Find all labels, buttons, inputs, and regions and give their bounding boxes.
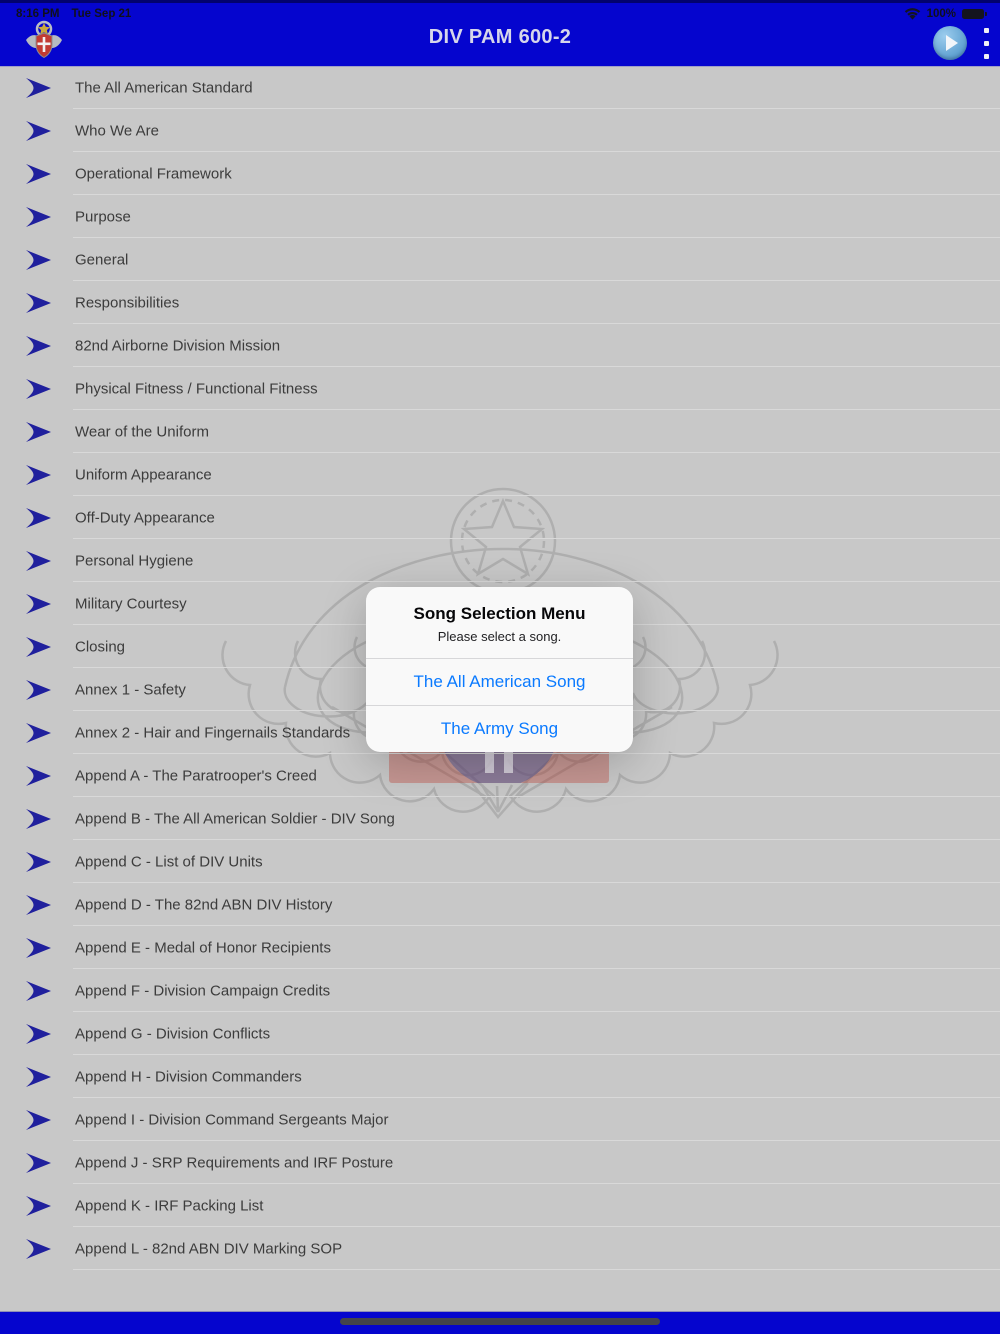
blue-dart-arrow-icon — [25, 507, 52, 529]
list-item-label: Wear of the Uniform — [75, 423, 209, 440]
list-item[interactable] — [0, 367, 1000, 410]
list-item[interactable] — [0, 66, 1000, 109]
list-item[interactable] — [0, 969, 1000, 1012]
list-item[interactable] — [0, 324, 1000, 367]
list-item-label: Physical Fitness / Functional Fitness — [75, 380, 318, 397]
list-item[interactable] — [0, 754, 1000, 797]
list-item[interactable] — [0, 152, 1000, 195]
list-item-label: Append A - The Paratrooper's Creed — [75, 767, 317, 784]
blue-dart-arrow-icon — [25, 1023, 52, 1045]
blue-dart-arrow-icon — [25, 421, 52, 443]
list-item[interactable] — [0, 1012, 1000, 1055]
army-song-button[interactable]: The Army Song — [366, 705, 633, 752]
list-item-label: Responsibilities — [75, 294, 180, 311]
all-american-song-button[interactable]: The All American Song — [366, 658, 633, 705]
list-item-label: Military Courtesy — [75, 595, 187, 612]
list-item-label: General — [75, 251, 129, 268]
home-indicator[interactable] — [340, 1318, 660, 1325]
list-item[interactable] — [0, 281, 1000, 324]
blue-dart-arrow-icon — [25, 937, 52, 959]
dialog-header — [366, 587, 633, 658]
list-item-label: Off-Duty Appearance — [75, 509, 215, 526]
blue-dart-arrow-icon — [25, 378, 52, 400]
list-item-label: Append D - The 82nd ABN DIV History — [75, 896, 333, 913]
blue-dart-arrow-icon — [25, 1109, 52, 1131]
list-item-label: Personal Hygiene — [75, 552, 194, 569]
list-item-label: Who We Are — [75, 122, 159, 139]
list-item-label: Append C - List of DIV Units — [75, 853, 263, 870]
list-item-label: 82nd Airborne Division Mission — [75, 337, 281, 354]
blue-dart-arrow-icon — [25, 1066, 52, 1088]
list-item[interactable] — [0, 109, 1000, 152]
blue-dart-arrow-icon — [25, 77, 52, 99]
list-item-label: Closing — [75, 638, 126, 655]
blue-dart-arrow-icon — [25, 980, 52, 1002]
list-item[interactable] — [0, 410, 1000, 453]
status-left — [16, 8, 143, 20]
list-item-label: Append I - Division Command Sergeants Major — [75, 1111, 389, 1128]
list-item-label: Purpose — [75, 208, 131, 225]
page-title: DIV PAM 600-2 — [428, 26, 572, 48]
blue-dart-arrow-icon — [25, 679, 52, 701]
status-time: 8:16 PM — [16, 7, 60, 20]
battery-percent: 100% — [926, 7, 956, 20]
wifi-icon — [904, 8, 921, 20]
list-item[interactable] — [0, 496, 1000, 539]
blue-dart-arrow-icon — [25, 765, 52, 787]
status-date: Tue Sep 21 — [71, 7, 132, 20]
list-item[interactable] — [0, 1227, 1000, 1270]
list-item-label: Uniform Appearance — [75, 466, 212, 483]
list-item[interactable] — [0, 1184, 1000, 1227]
blue-dart-arrow-icon — [25, 1152, 52, 1174]
header — [0, 0, 1000, 67]
song-selection-dialog — [366, 587, 633, 752]
blue-dart-arrow-icon — [25, 120, 52, 142]
list-item[interactable] — [0, 1055, 1000, 1098]
blue-dart-arrow-icon — [25, 163, 52, 185]
list-item[interactable] — [0, 797, 1000, 840]
blue-dart-arrow-icon — [25, 335, 52, 357]
list-item-label: Operational Framework — [75, 165, 232, 182]
blue-dart-arrow-icon — [25, 894, 52, 916]
blue-dart-arrow-icon — [25, 808, 52, 830]
dialog-subtitle: Please select a song. — [437, 629, 562, 644]
list-item-label: Append F - Division Campaign Credits — [75, 982, 331, 999]
list-item-label: Annex 2 - Hair and Fingernails Standards — [75, 724, 351, 741]
list-item[interactable] — [0, 926, 1000, 969]
list-item[interactable] — [0, 238, 1000, 281]
list-item-label: Append E - Medal of Honor Recipients — [75, 939, 331, 956]
list-item[interactable] — [0, 840, 1000, 883]
play-button[interactable] — [933, 26, 967, 60]
status-right — [904, 8, 984, 20]
list-item-label: Append G - Division Conflicts — [75, 1025, 271, 1042]
blue-dart-arrow-icon — [25, 593, 52, 615]
overflow-menu-button[interactable] — [984, 28, 989, 67]
list-item-label: Append L - 82nd ABN DIV Marking SOP — [75, 1240, 343, 1257]
blue-dart-arrow-icon — [25, 550, 52, 572]
list-item-label: Append B - The All American Soldier - DIV Song — [75, 810, 395, 827]
bottom-bar — [0, 1311, 1000, 1334]
blue-dart-arrow-icon — [25, 1195, 52, 1217]
list-item-label: Append H - Division Commanders — [75, 1068, 302, 1085]
list-item[interactable] — [0, 883, 1000, 926]
blue-dart-arrow-icon — [25, 722, 52, 744]
blue-dart-arrow-icon — [25, 1238, 52, 1260]
list-item[interactable] — [0, 195, 1000, 238]
list-item[interactable] — [0, 1098, 1000, 1141]
blue-dart-arrow-icon — [25, 851, 52, 873]
dialog-title: Song Selection Menu — [413, 604, 586, 623]
blue-dart-arrow-icon — [25, 464, 52, 486]
blue-dart-arrow-icon — [25, 249, 52, 271]
list-item-label: Append K - IRF Packing List — [75, 1197, 264, 1214]
list-item-label: The All American Standard — [75, 79, 253, 96]
list-item-label: Append J - SRP Requirements and IRF Posture — [75, 1154, 394, 1171]
blue-dart-arrow-icon — [25, 292, 52, 314]
list-item[interactable] — [0, 453, 1000, 496]
battery-icon — [962, 9, 984, 19]
blue-dart-arrow-icon — [25, 206, 52, 228]
list-item[interactable] — [0, 1141, 1000, 1184]
list-item[interactable] — [0, 539, 1000, 582]
blue-dart-arrow-icon — [25, 636, 52, 658]
list-item-label: Annex 1 - Safety — [75, 681, 186, 698]
status-bar — [0, 3, 1000, 24]
